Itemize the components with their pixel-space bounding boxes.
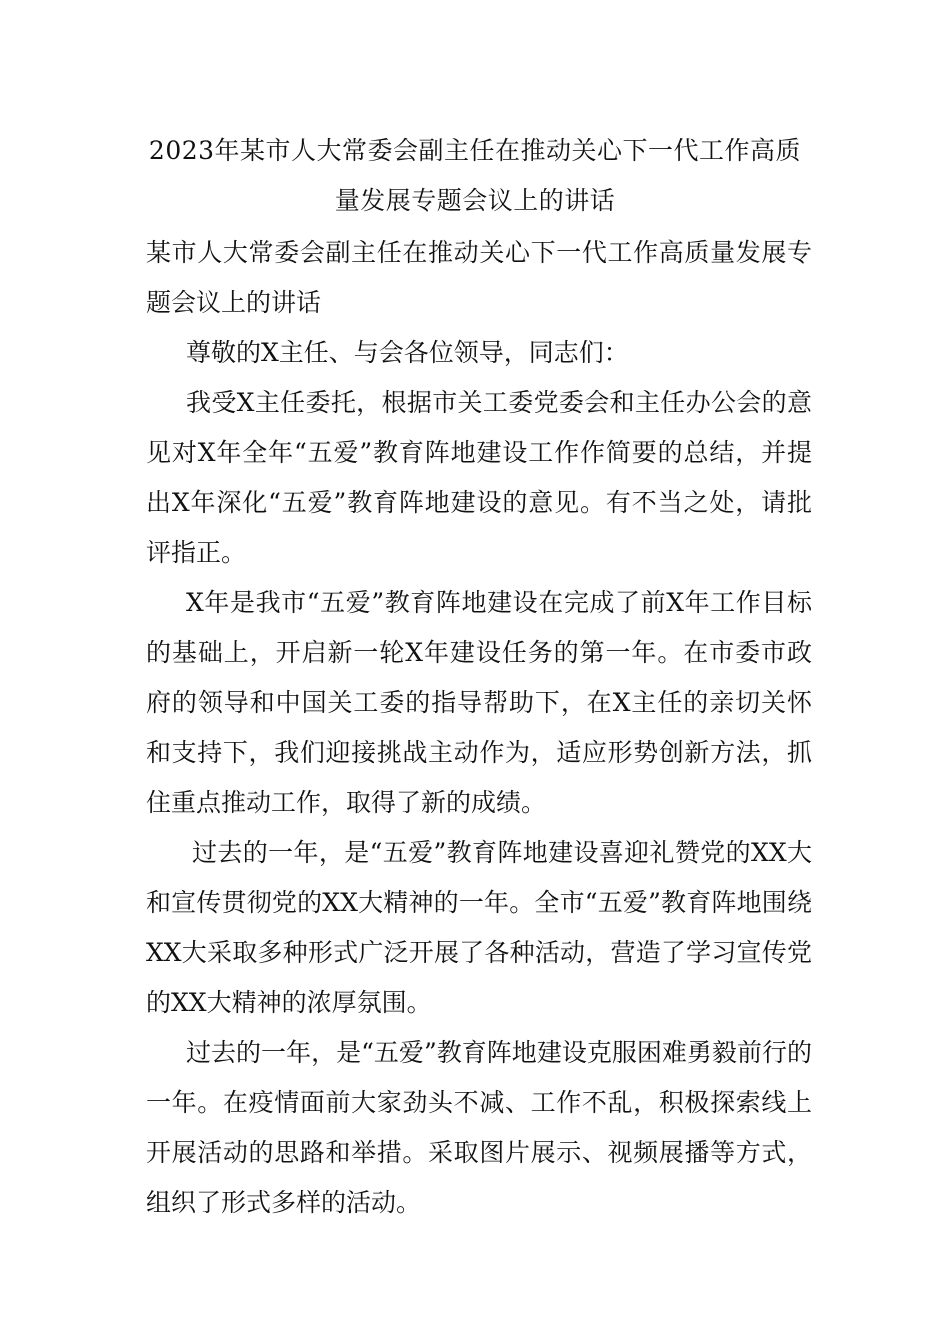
document-title-line-2: 量发展专题会议上的讲话 xyxy=(334,186,616,215)
document-subtitle: 某市人大常委会副主任在推动关心下一代工作高质量发展专题会议上的讲话 xyxy=(146,238,812,317)
document-title-line-1: 2023年某市人大常委会副主任在推动关心下一代工作高质 xyxy=(148,136,802,165)
paragraph-intro: 我受X主任委托，根据市关工委党委会和主任办公会的意见对X年全年“五爱”教育阵地建设工作作简要的总结，并提出X年深化“五爱”教育阵地建设的意见。有不当之处，请批评指正。 xyxy=(146,388,812,567)
paragraph-overview: X年是我市“五爱”教育阵地建设在完成了前X年工作目标的基础上，开启新一轮X年建设任务的第一年。在市委市政府的领导和中国关工委的指导帮助下，在X主任的亲切关怀和支持下，我们迎接挑战主动作为，适应形势创新方法，抓住重点推动工作，取得了新的成绩。 xyxy=(146,588,812,817)
paragraph-year-review-2: 过去的一年，是“五爱”教育阵地建设克服困难勇毅前行的一年。在疫情面前大家劲头不减、工作不乱，积极探索线上开展活动的思路和举措。采取图片展示、视频展播等方式，组织了形式多样的活动。 xyxy=(146,1038,812,1217)
paragraph-salutation: 尊敬的X主任、与会各位领导，同志们： xyxy=(186,338,629,367)
document-body xyxy=(146,228,812,1228)
paragraph-year-review-1: 过去的一年，是“五爱”教育阵地建设喜迎礼赞党的XX大和宣传贯彻党的XX大精神的一年。全市“五爱”教育阵地围绕XX大采取多种形式广泛开展了各种活动，营造了学习宣传党的XX大精神的浓厚氛围。 xyxy=(146,838,812,1017)
